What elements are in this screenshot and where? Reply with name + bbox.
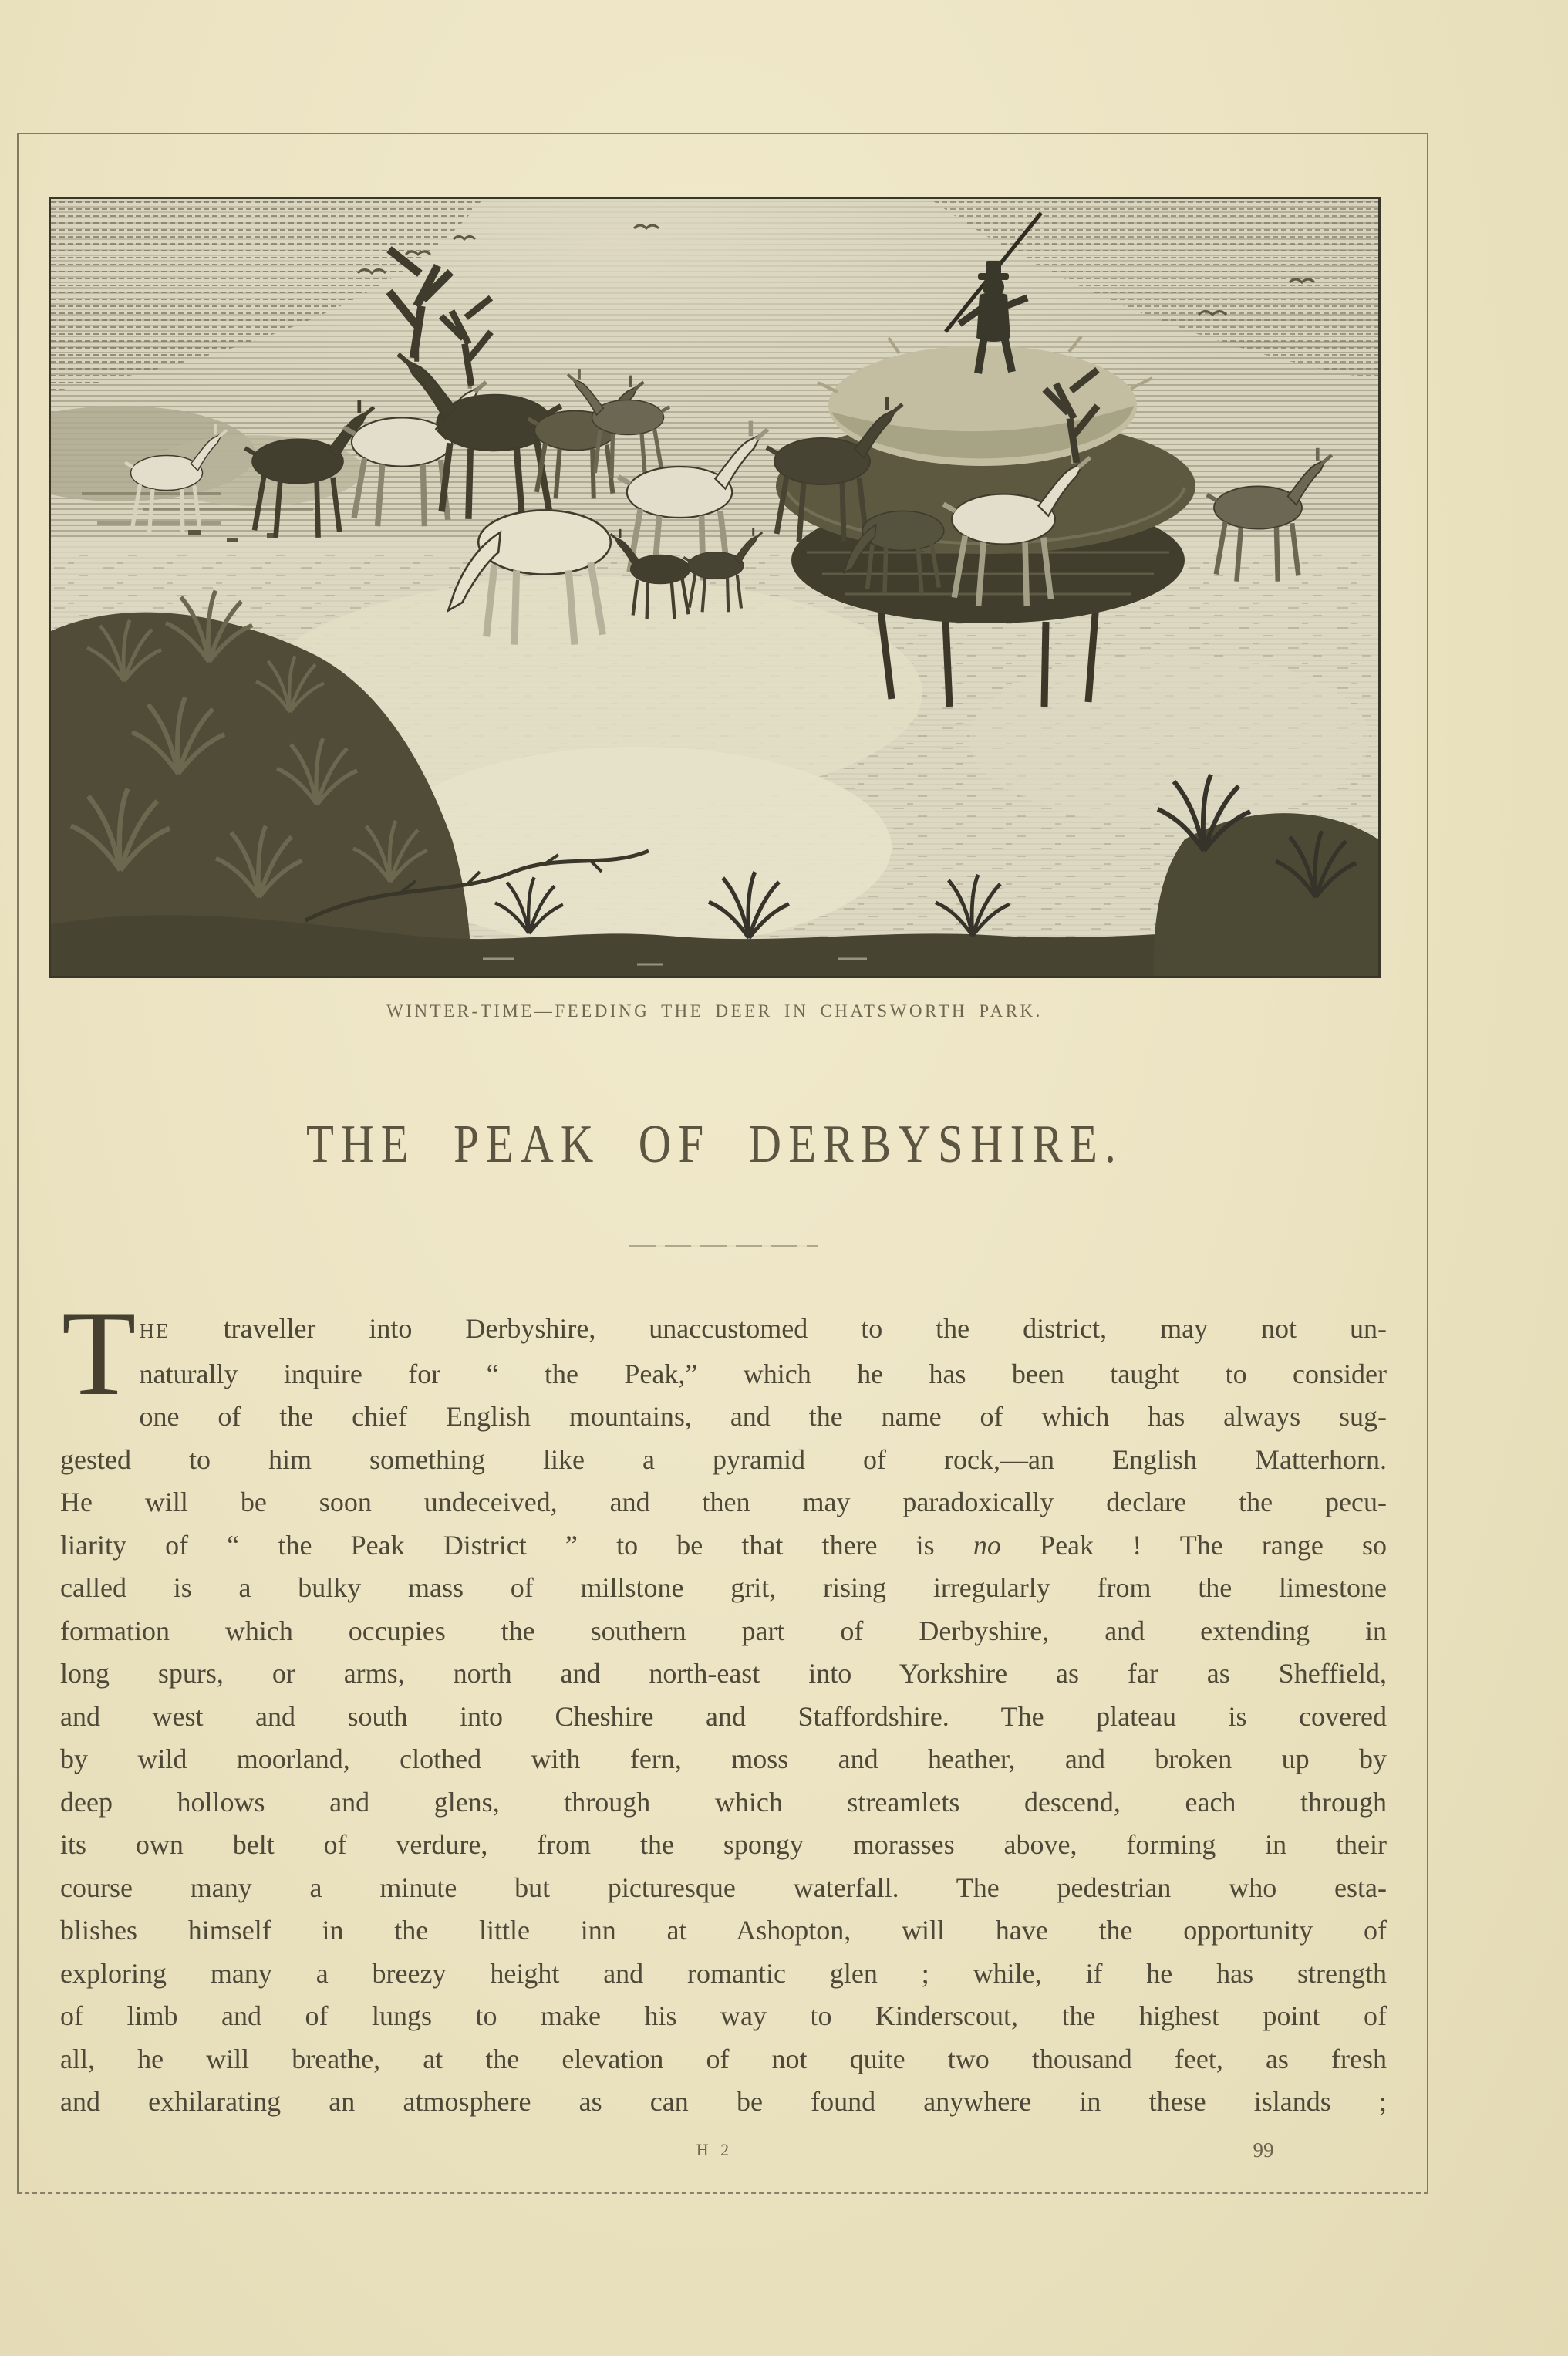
section-divider bbox=[629, 1245, 818, 1247]
drop-cap-followup: HE bbox=[139, 1319, 170, 1342]
text-line: deep hollows and glens, through which streamlets descend, each through bbox=[60, 1786, 1387, 1818]
drop-cap: T bbox=[62, 1286, 137, 1421]
text-line: formation which occupies the southern part of Derbyshire, and extending in bbox=[60, 1615, 1387, 1646]
text-line: blishes himself in the little inn at Ashopton, will have the opportunity of bbox=[60, 1915, 1387, 1946]
text-line: and exhilarating an atmosphere as can be found anywhere in these islands ; bbox=[60, 2086, 1387, 2117]
paragraph-lines bbox=[60, 1286, 1388, 2124]
page-number: 99 bbox=[1253, 2138, 1274, 2162]
text-line: gested to him something like a pyramid of rock,—an English Matterhorn. bbox=[60, 1443, 1387, 1475]
text-line: and west and south into Cheshire and Staffordshire. The plateau is covered bbox=[60, 1700, 1387, 1732]
text-line: all, he will breathe, at the elevation of not quite two thousand feet, as fresh bbox=[60, 2043, 1387, 2074]
engraving-scene bbox=[51, 199, 1378, 976]
text-line: its own belt of verdure, from the spongy morasses above, forming in their bbox=[60, 1829, 1387, 1860]
text-line: naturally inquire for “ the Peak,” which he has been taught to consider bbox=[139, 1358, 1387, 1389]
signature-mark: H 2 bbox=[696, 2140, 733, 2159]
text-line: exploring many a breezy height and romantic glen ; while, if he has strength bbox=[60, 1957, 1387, 1989]
text-line: He will be soon undeceived, and then may paradoxically declare the pecu- bbox=[60, 1487, 1387, 1517]
text-line: HE traveller into Derbyshire, unaccustomed to the district, may not un- bbox=[139, 1313, 1388, 1344]
text-line: course many a minute but picturesque waterfall. The pedestrian who esta- bbox=[60, 1872, 1387, 1903]
text-line: long spurs, or arms, north and north-east into Yorkshire as far as Sheffield, bbox=[60, 1658, 1387, 1689]
text-line: liarity of “ the Peak District ” to be that there is no Peak ! The range so bbox=[60, 1529, 1387, 1561]
text-line: called is a bulky mass of millstone grit, rising irregularly from the limestone bbox=[60, 1572, 1387, 1603]
illustration-engraving bbox=[49, 197, 1381, 978]
illustration-caption: WINTER-TIME—FEEDING THE DEER IN CHATSWORTH PARK. bbox=[386, 1001, 1043, 1021]
page-title: THE PEAK OF DERBYSHIRE. bbox=[305, 1115, 1124, 1174]
text-line: of limb and of lungs to make his way to Kinderscout, the highest point of bbox=[60, 2000, 1387, 2031]
text-line: one of the chief English mountains, and the name of which has always sug- bbox=[139, 1401, 1387, 1432]
text-line: by wild moorland, clothed with fern, moss and heather, and broken up by bbox=[60, 1743, 1387, 1774]
